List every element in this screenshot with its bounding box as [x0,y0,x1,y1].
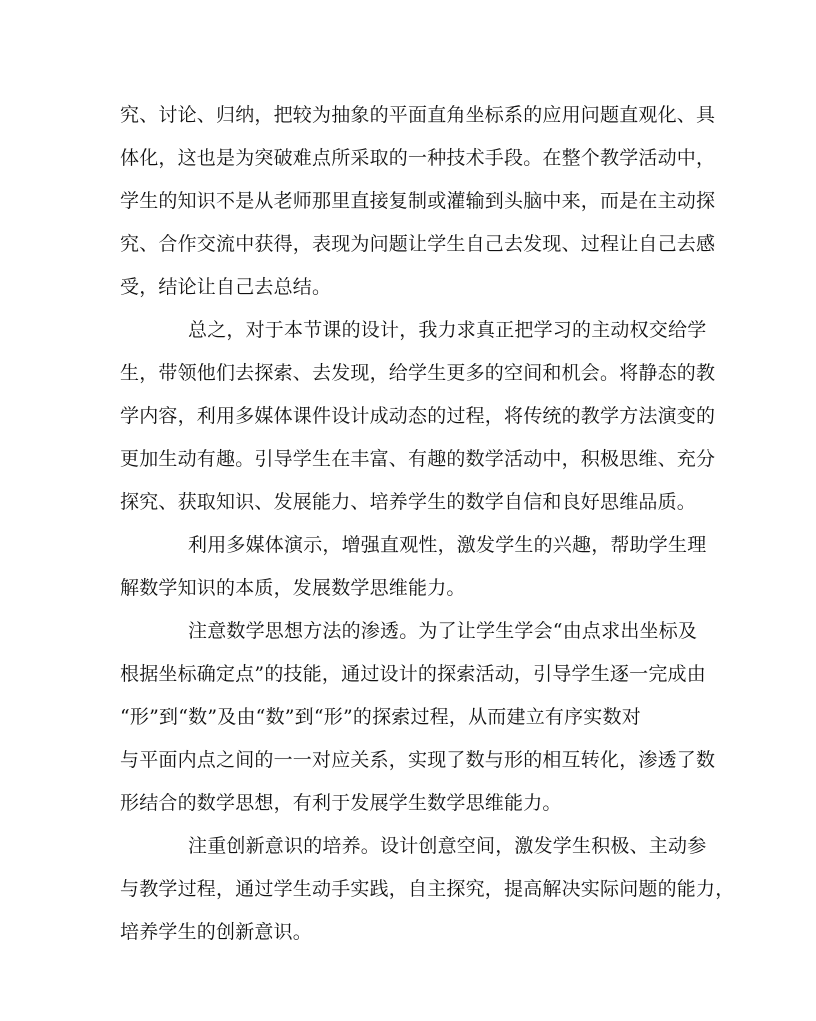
paragraph-2-line-1: 总之，对于本节课的设计，我力求真正把学习的主动权交给学 [188,319,707,341]
paragraph-3-line-1: 利用多媒体演示，增强直观性，激发学生的兴趣，帮助学生理 [188,534,707,556]
paragraph-1-line-4: 究、合作交流中获得，表现为问题让学生自己去发现、过程让自己去感 [120,233,716,255]
paragraph-4-line-5: 形结合的数学思想，有利于发展学生数学思维能力。 [120,792,562,814]
paragraph-1-line-5: 受，结论让自己去总结。 [120,276,332,298]
paragraph-1-line-1: 究、讨论、归纳，把较为抽象的平面直角坐标系的应用问题直观化、具 [120,104,716,126]
paragraph-4-line-3: “形”到“数”及由“数”到“形”的探索过程，从而建立有序实数对 [120,706,641,728]
paragraph-3-line-2: 解数学知识的本质，发展数学思维能力。 [120,577,466,599]
paragraph-2-line-2: 生，带领他们去探索、去发现，给学生更多的空间和机会。将静态的教 [120,362,716,384]
paragraph-4-line-1: 注意数学思想方法的渗透。为了让学生学会“由点求出坐标及 [188,620,698,642]
paragraph-2-line-3: 学内容，利用多媒体课件设计成动态的过程，将传统的教学方法演变的 [120,405,716,427]
paragraph-1-line-3: 学生的知识不是从老师那里直接复制或灌输到头脑中来，而是在主动探 [120,190,716,212]
paragraph-2-line-4: 更加生动有趣。引导学生在丰富、有趣的数学活动中，积极思维、充分 [120,448,716,470]
paragraph-5-line-3: 培养学生的创新意识。 [120,921,313,943]
paragraph-2-line-5: 探究、获取知识、发展能力、培养学生的数学自信和良好思维品质。 [120,491,697,513]
paragraph-4-line-2: 根据坐标确定点”的技能，通过设计的探索活动，引导学生逐一完成由 [120,663,706,685]
paragraph-1-line-2: 体化，这也是为突破难点所采取的一种技术手段。在整个教学活动中， [120,147,716,169]
paragraph-4-line-4: 与平面内点之间的一一对应关系，实现了数与形的相互转化，渗透了数 [120,749,716,771]
paragraph-5-line-2: 与教学过程，通过学生动手实践，自主探究，提高解决实际问题的能力， [120,878,735,900]
paragraph-5-line-1: 注重创新意识的培养。设计创意空间，激发学生积极、主动参 [188,835,707,857]
